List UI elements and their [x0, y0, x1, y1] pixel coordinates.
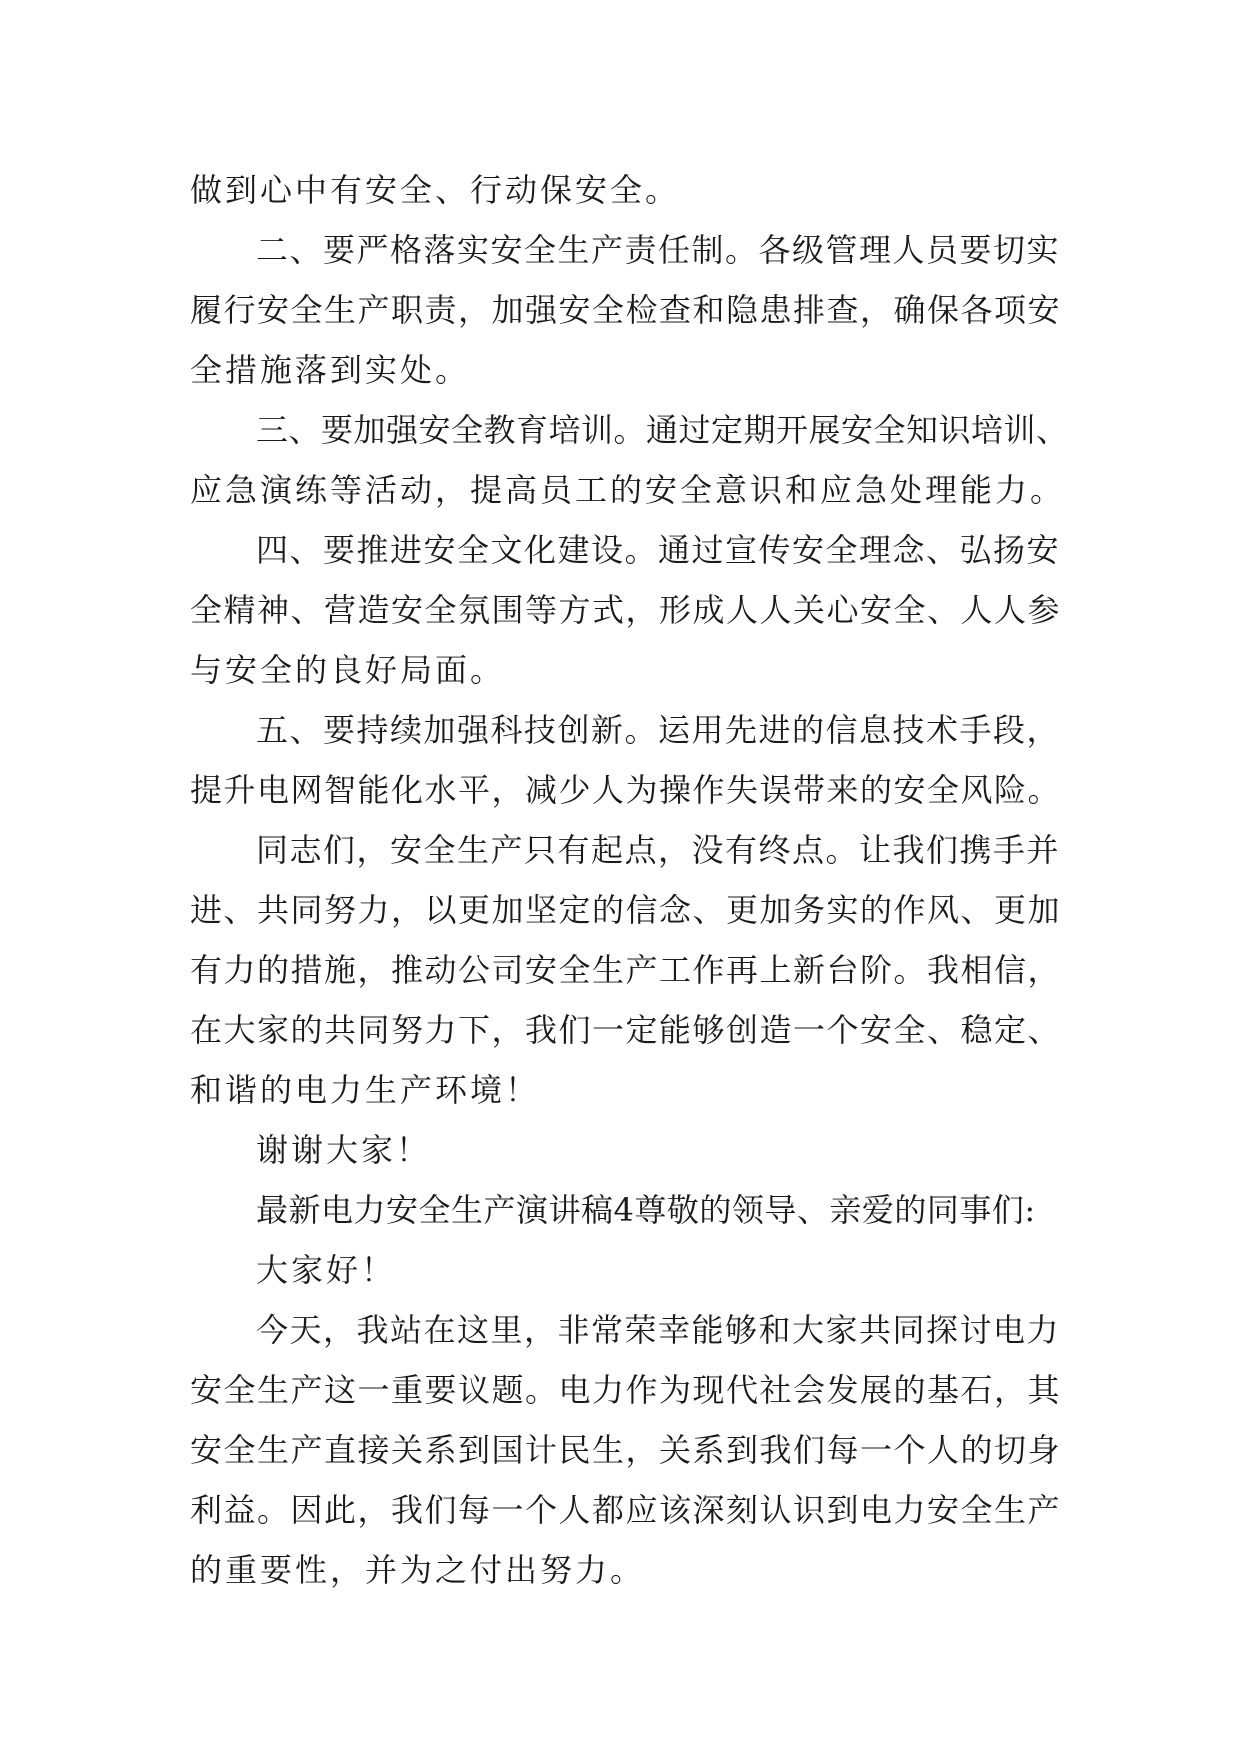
text-line: 应急演练等活动，提高员工的安全意识和应急处理能力。: [190, 471, 1066, 509]
text-line: 全措施落到实处。: [190, 351, 471, 389]
text-line: 全精神、营造安全氛围等方式，形成人人关心安全、人人参: [190, 591, 1062, 629]
text-line: 进、共同努力，以更加坚定的信念、更加务实的作风、更加: [190, 891, 1062, 929]
text-line: 做到心中有安全、行动保安全。: [190, 171, 681, 209]
paragraph-start-line: 四、要推进安全文化建设。通过宣传安全理念、弘扬安: [256, 531, 1061, 569]
text-line: 的重要性，并为之付出努力。: [190, 1551, 646, 1589]
closing-line: 谢谢大家！: [256, 1131, 432, 1169]
paragraph-start-line: 二、要严格落实安全生产责任制。各级管理人员要切实: [256, 231, 1061, 269]
text-line: 安全生产直接关系到国计民生，关系到我们每一个人的切身: [190, 1431, 1062, 1469]
document-body: [190, 160, 1070, 1600]
paragraph-start-line: 同志们，安全生产只有起点，没有终点。让我们携手并: [256, 831, 1061, 869]
text-line: 利益。因此，我们每一个人都应该深刻认识到电力安全生产: [190, 1491, 1062, 1529]
text-line: 在大家的共同努力下，我们一定能够创造一个安全、稳定、: [190, 1011, 1062, 1049]
text-line: 与安全的良好局面。: [190, 651, 506, 689]
section-heading: 最新电力安全生产演讲稿4尊敬的领导、亲爱的同事们:: [256, 1191, 1036, 1229]
paragraph-start-line: 五、要持续加强科技创新。运用先进的信息技术手段，: [256, 711, 1061, 749]
text-line: 安全生产这一重要议题。电力作为现代社会发展的基石，其: [190, 1371, 1062, 1409]
text-line: 提升电网智能化水平，减少人为操作失误带来的安全风险。: [190, 771, 1062, 809]
paragraph-start-line: 今天，我站在这里，非常荣幸能够和大家共同探讨电力: [256, 1311, 1061, 1349]
paragraph-start-line: 三、要加强安全教育培训。通过定期开展安全知识培训、: [256, 411, 1069, 449]
greeting-line: 大家好！: [256, 1251, 397, 1289]
text-line: 有力的措施，推动公司安全生产工作再上新台阶。我相信，: [190, 951, 1062, 989]
text-line: 和谐的电力生产环境！: [190, 1071, 541, 1109]
text-line: 履行安全生产职责，加强安全检查和隐患排查，确保各项安: [190, 291, 1062, 329]
